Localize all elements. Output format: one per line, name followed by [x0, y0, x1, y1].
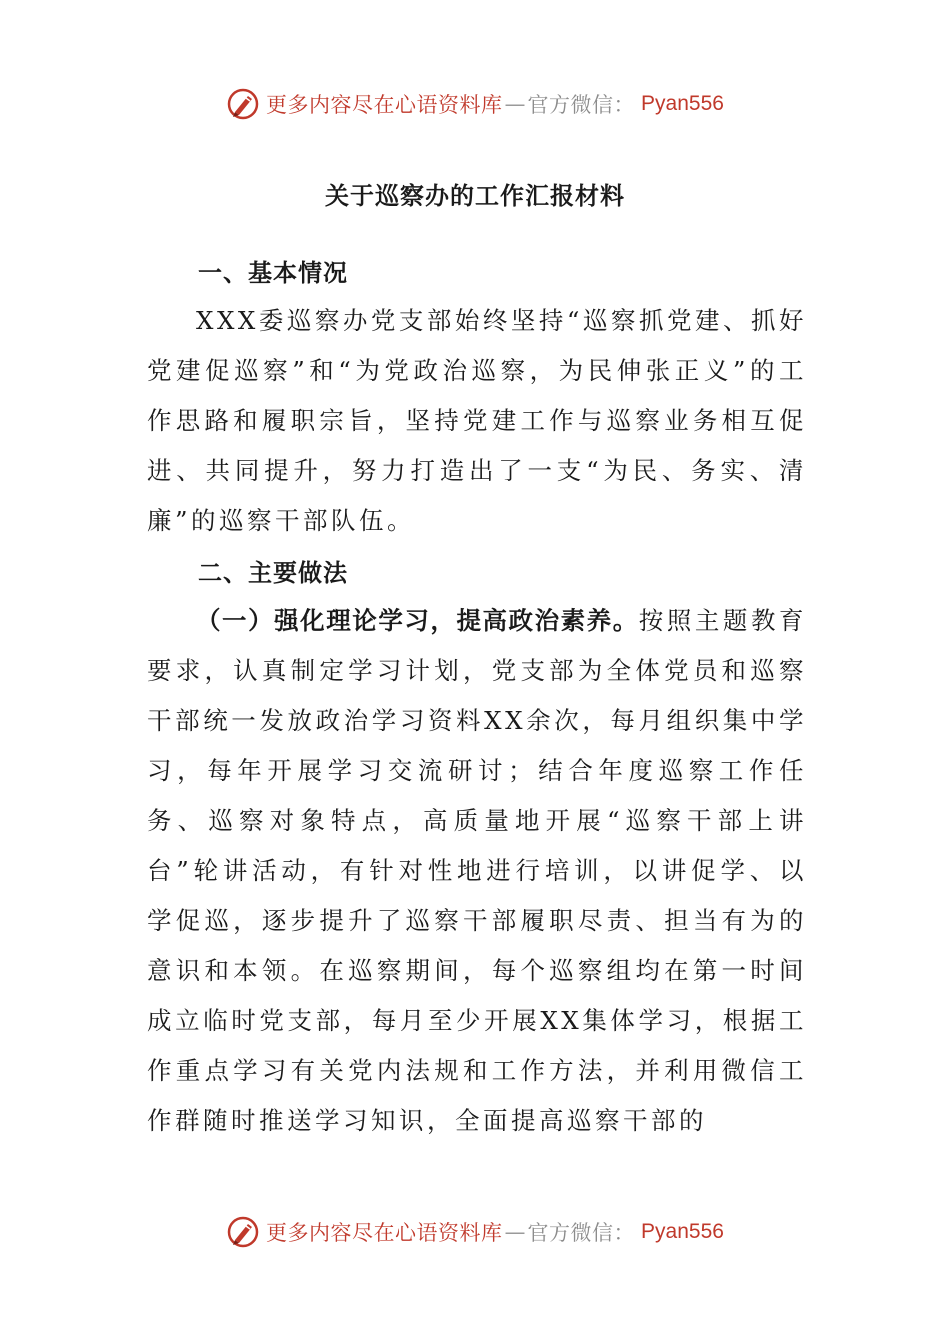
pen-logo-icon [226, 1215, 260, 1249]
section-heading-basic: 一、基本情况 [198, 259, 348, 287]
banner-wechat-id: Pyan556 [641, 1220, 724, 1243]
section-paragraph-basic: XXX委巡察办党支部始终坚持“巡察抓党建、抓好党建促巡察”和“为党政治巡察，为民伸张正义”的工作思路和履职宗旨，坚持党建工作与巡察业务相互促进、共同提升，努力打造出了一支“为民、务实、清廉”的巡察干部队伍。 [147, 306, 807, 535]
section-paragraph-practice [147, 596, 807, 1146]
header-banner [0, 84, 950, 124]
banner-site-name: 更多内容尽在心语资料库 [266, 1221, 503, 1245]
banner-wechat-id: Pyan556 [641, 92, 724, 115]
banner-wechat-label: 官方微信： [527, 1221, 636, 1245]
paragraph-body: 按照主题教育要求，认真制定学习计划，党支部为全体党员和巡察干部统一发放政治学习资料XX余次，每月组织集中学习，每年开展学习交流研讨；结合年度巡察工作任务、巡察对象特点，高质量地开展“巡察干部上讲台”轮讲活动，有针对性地进行培训，以讲促学、以学促巡，逐步提升了巡察干部履职尽责、担当有为的意识和本领。在巡察期间，每个巡察组均在第一时间成立临时党支部，每月至少开展XX集体学习，根据工作重点学习有关党内法规和工作方法，并利用微信工作群随时推送学习知识，全面提高巡察干部的 [147, 606, 808, 1135]
banner-wechat-label: 官方微信： [527, 93, 636, 117]
banner-separator: — [504, 1220, 526, 1244]
banner-site-name: 更多内容尽在心语资料库 [266, 93, 503, 117]
document-title: 关于巡察办的工作汇报材料 [325, 182, 625, 210]
banner-separator: — [504, 92, 526, 116]
pen-logo-icon [226, 87, 260, 121]
paragraph-lead: （一）强化理论学习，提高政治素养。 [196, 606, 639, 635]
section-heading-practice: 二、主要做法 [198, 559, 348, 587]
footer-banner [0, 1212, 950, 1252]
